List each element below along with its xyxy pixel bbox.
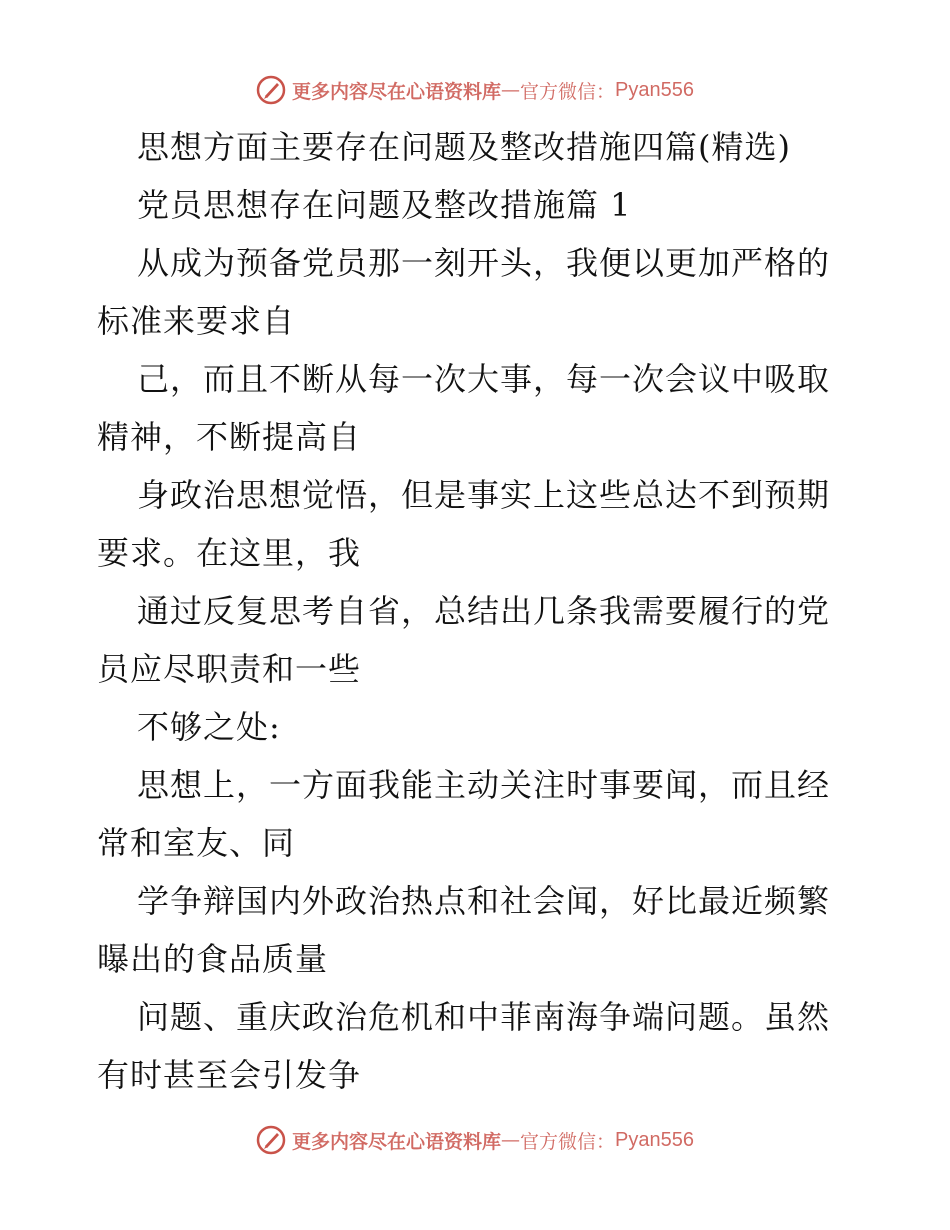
document-subtitle: 党员思想存在问题及整改措施篇 1: [137, 186, 632, 224]
footer-brand-text: 更多内容尽在心语资料库: [292, 1130, 502, 1153]
header-wechat-label: 官方微信：: [520, 80, 616, 103]
header-dash: —: [501, 79, 521, 101]
document-body: [97, 118, 853, 1104]
paragraph-line: 精神，不断提高自: [97, 418, 362, 456]
paragraph-line: 常和室友、同: [97, 824, 296, 862]
paragraph-line: 有时甚至会引发争: [97, 1056, 362, 1094]
document-title: 思想方面主要存在问题及整改措施四篇(精选): [137, 128, 791, 166]
header-wechat-id: Pyan556: [615, 78, 694, 101]
paragraph-line: 要求。在这里，我: [97, 534, 362, 572]
paragraph-line: 学争辩国内外政治热点和社会闻，好比最近频繁: [137, 882, 831, 920]
paragraph-line: 通过反复思考自省，总结出几条我需要履行的党: [137, 592, 831, 630]
footer-wechat-id: Pyan556: [615, 1128, 694, 1151]
quill-logo-icon: [256, 1125, 286, 1155]
footer-banner: [0, 1120, 950, 1160]
paragraph-line: 问题、重庆政治危机和中菲南海争端问题。虽然: [137, 998, 831, 1036]
paragraph-line: 员应尽职责和一些: [97, 650, 362, 688]
paragraph-line: 标准来要求自: [97, 302, 296, 340]
paragraph-line: 不够之处:: [137, 708, 281, 746]
paragraph-line: 曝出的食品质量: [97, 940, 329, 978]
paragraph-line: 从成为预备党员那一刻开头，我便以更加严格的: [137, 244, 831, 282]
paragraph-line: 己，而且不断从每一次大事，每一次会议中吸取: [137, 360, 831, 398]
header-brand-text: 更多内容尽在心语资料库: [292, 80, 502, 103]
quill-logo-icon: [256, 75, 286, 105]
header-banner: [0, 70, 950, 110]
paragraph-line: 思想上，一方面我能主动关注时事要闻，而且经: [137, 766, 831, 804]
paragraph-line: 身政治思想觉悟，但是事实上这些总达不到预期: [137, 476, 831, 514]
footer-wechat-label: 官方微信：: [520, 1130, 616, 1153]
footer-dash: —: [501, 1129, 521, 1151]
